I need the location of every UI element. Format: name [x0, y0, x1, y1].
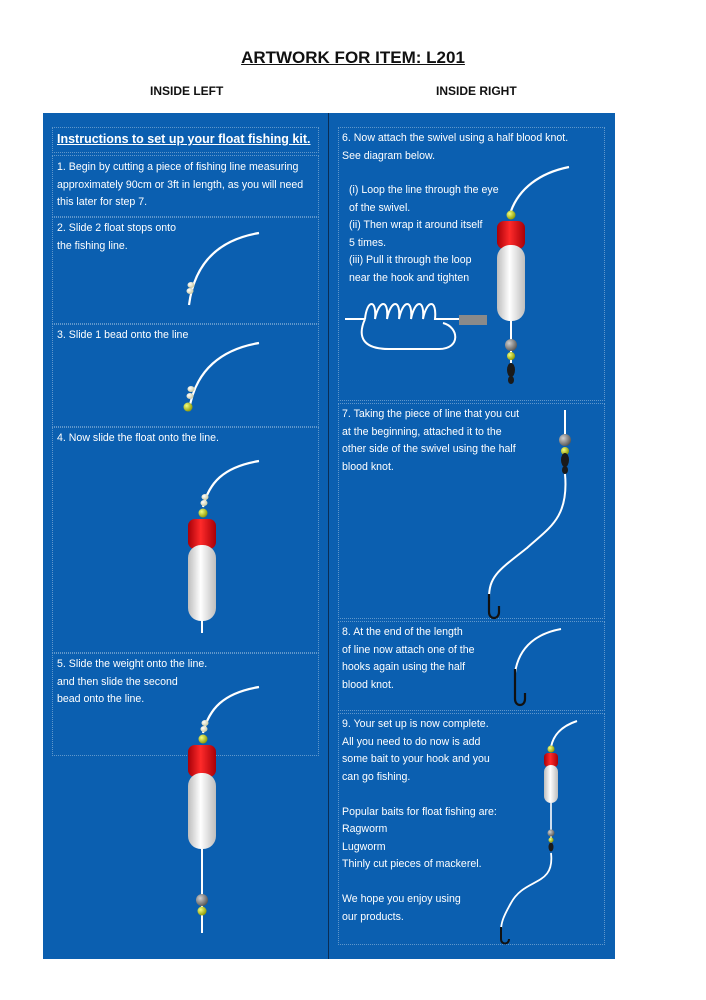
half-blood-knot-diagram	[343, 293, 493, 373]
inside-left-panel	[43, 113, 329, 959]
step-9-text: 9. Your set up is now complete. All you need to do now is add some bait to your hook and you can go fishing. Popular baits for float fishing are: Ragworm Lugworm Thinly cut pieces of mackerel. We hope you enjoy using our products.	[342, 718, 497, 923]
step-4-text: 4. Now slide the float onto the line.	[57, 432, 219, 444]
document-title: ARTWORK FOR ITEM: L201	[241, 48, 465, 67]
complete-rig-illustration	[497, 717, 587, 947]
bead-illustration	[183, 339, 263, 419]
step-3-text: 3. Slide 1 bead onto the line	[57, 329, 189, 341]
step-6-detail-text: (i) Loop the line through the eye of the swivel. (ii) Then wrap it around itself 5 times. (iii) Pull it through the loop near the hook and tighten	[349, 184, 499, 284]
step-6-text: 6. Now attach the swivel using a half blood knot. See diagram below.	[342, 132, 569, 162]
step-8-text: 8. At the end of the length of line now attach one of the hooks again using the half blood knot.	[342, 626, 475, 691]
instructions-heading: Instructions to set up your float fishing kit.	[57, 132, 311, 146]
inside-right-panel	[329, 113, 615, 959]
step-2-text: 2. Slide 2 float stops onto the fishing line.	[57, 222, 176, 252]
inside-right-header: INSIDE RIGHT	[436, 84, 517, 98]
step-1-text: 1. Begin by cutting a piece of fishing line measuring approximately 90cm or 3ft in length, as you will need this later for step 7.	[57, 161, 304, 208]
step-5-text: 5. Slide the weight onto the line. and then slide the second bead onto the line.	[57, 658, 208, 705]
swivel-float-illustration	[489, 163, 579, 393]
float-stops-illustration	[183, 229, 263, 309]
weight-illustration	[183, 683, 273, 943]
inside-left-header: INSIDE LEFT	[150, 84, 224, 98]
float-illustration	[183, 457, 273, 637]
step-7-text: 7. Taking the piece of line that you cut at the beginning, attached it to the other side of the swivel using the half blood knot.	[342, 408, 520, 473]
hook-illustration	[509, 625, 569, 715]
hook-line-illustration	[479, 408, 579, 618]
